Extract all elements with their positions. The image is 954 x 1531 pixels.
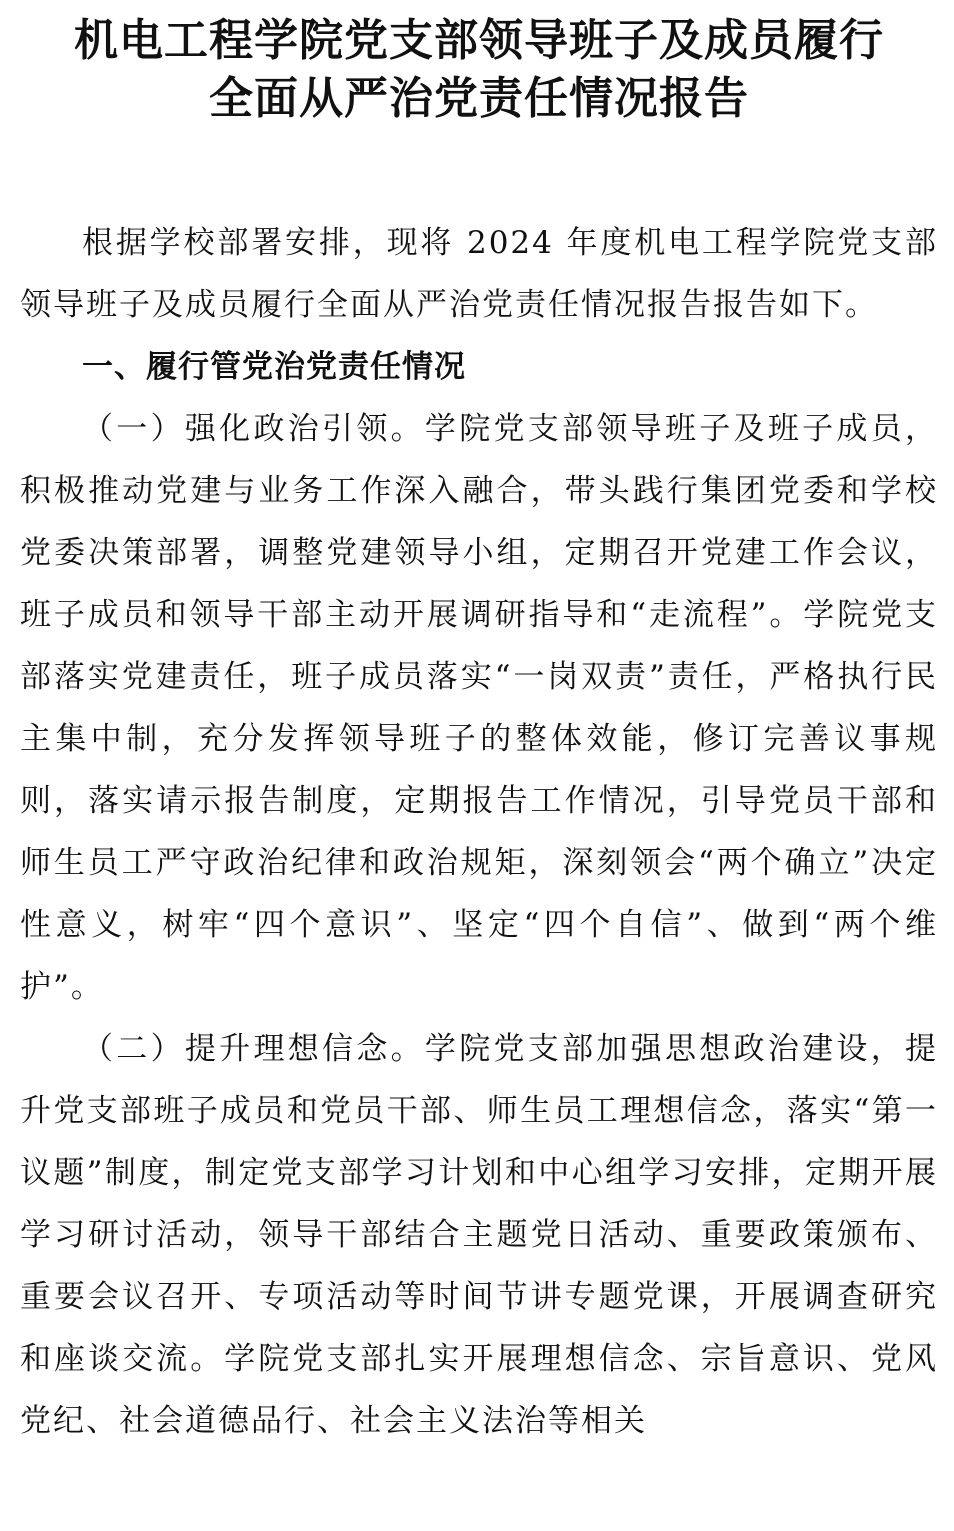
paragraph-ideals-beliefs: （二）提升理想信念。学院党支部加强思想政治建设，提升党支部班子成员和党员干部、师生员工理想信念，落实“第一议题”制度，制定党支部学习计划和中心组学习安排，定期开展学习研讨活动，领导干部结合主题党日活动、重要政策颁布、重要会议召开、专项活动等时间节讲专题党课，开展调查研究和座谈交流。学院党支部扎实开展理想信念、宗旨意识、党风党纪、社会道德品行、社会主义法治等相关 [20,1031,938,1439]
title-line-1: 机电工程学院党支部领导班子及成员履行 [74,15,884,66]
document-title [20,0,938,128]
intro-paragraph: 根据学校部署安排，现将 2024 年度机电工程学院党支部领导班子及成员履行全面从严治党责任情况报告报告如下。 [20,225,938,323]
section-heading-1: 一、履行管党治党责任情况 [82,349,466,385]
title-line-2: 全面从严治党责任情况报告 [209,73,749,124]
document-body [20,212,938,1452]
paragraph-political-guidance: （一）强化政治引领。学院党支部领导班子及班子成员，积极推动党建与业务工作深入融合，带头践行集团党委和学校党委决策部署，调整党建领导小组，定期召开党建工作会议，班子成员和领导干部主动开展调研指导和“走流程”。学院党支部落实党建责任，班子成员落实“一岗双责”责任，严格执行民主集中制，充分发挥领导班子的整体效能，修订完善议事规则，落实请示报告制度，定期报告工作情况，引导党员干部和师生员工严守政治纪律和政治规矩，深刻领会“两个确立”决定性意义，树牢“四个意识”、坚定“四个自信”、做到“两个维护”。 [20,411,938,1005]
